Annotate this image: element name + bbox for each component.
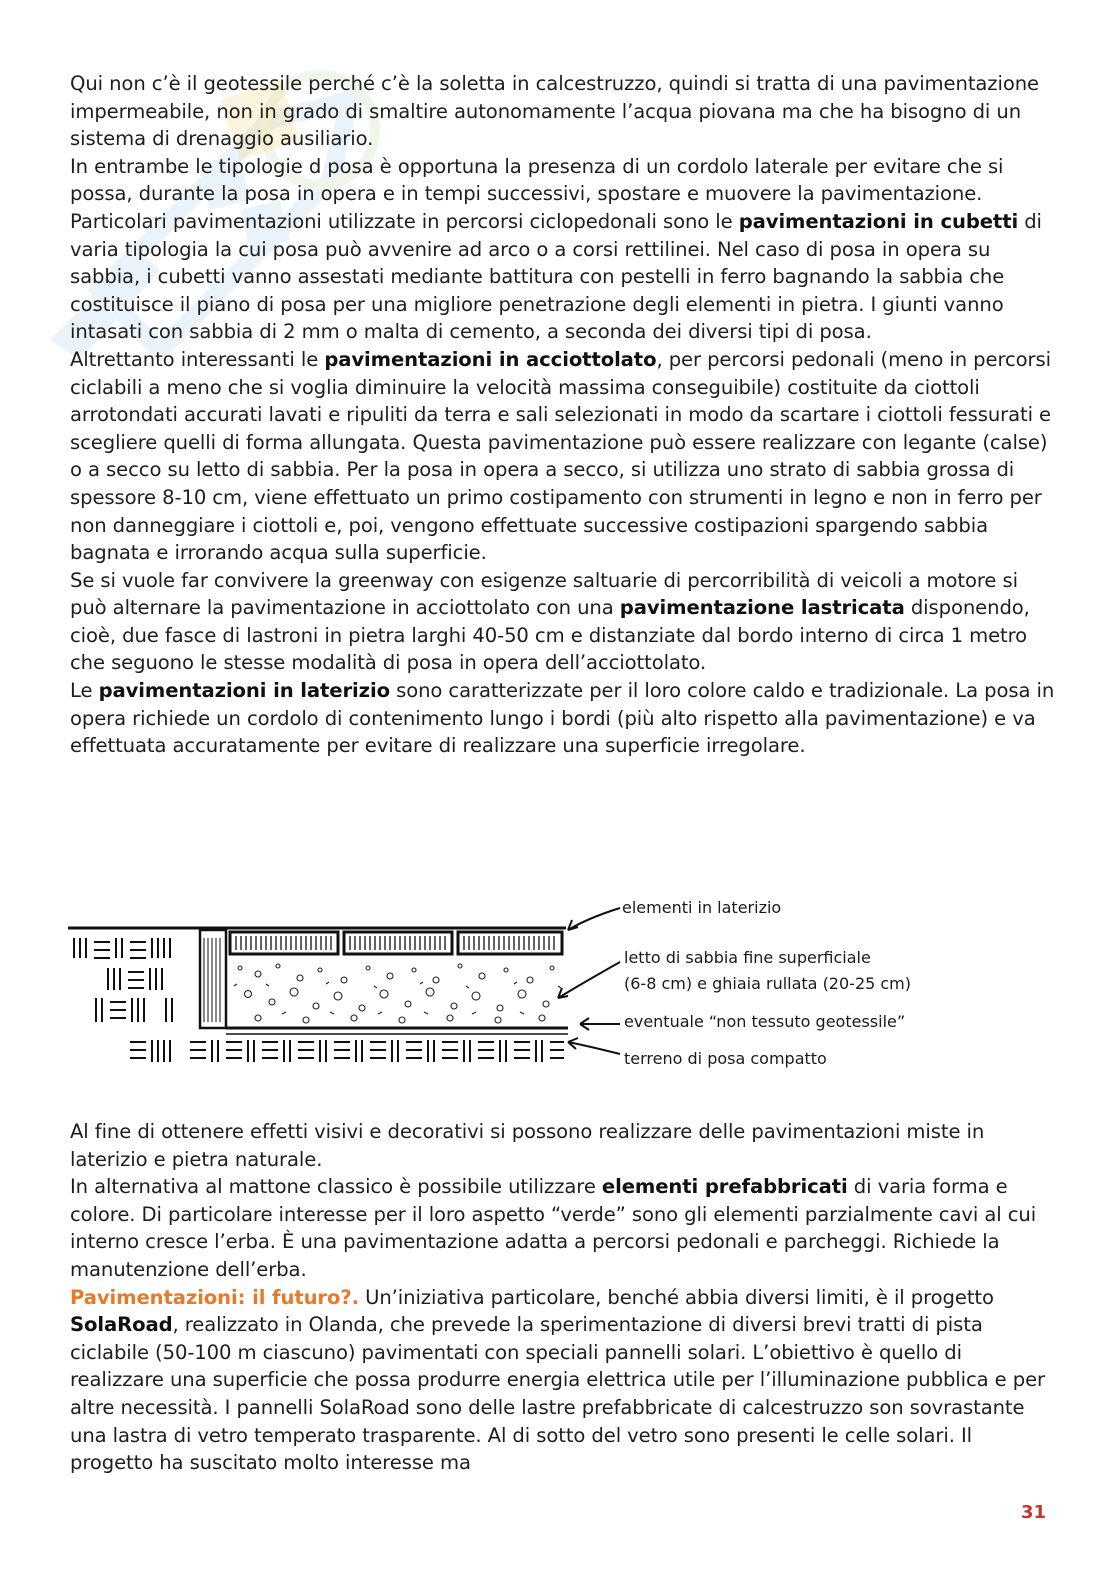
bold-term: SolaRoad (70, 1313, 173, 1337)
paragraph (70, 70, 1060, 153)
bottom-soil-hatching (130, 1040, 564, 1062)
label-geotextile: eventuale “non tessuto geotessile” (624, 1012, 906, 1031)
text-run: di varia forma e colore. Di particolare interesse per il loro aspetto “verde” sono gli elementi parzialmente cavi al cui interno cresce l’erba. È una pavimentazione adatta a percorsi pedonali e parcheggi. Richiede la manutenzione dell’erba. (70, 1175, 1037, 1281)
text-run: Un’iniziativa particolare, benché abbia diversi limiti, è il progetto (358, 1285, 994, 1309)
text-run: di varia tipologia la cui posa può avvenire ad arco o a corsi rettilinei. Nel caso di posa in opera su sabbia, i cubetti vanno assestati mediante battitura con pestelli in ferro bagnando la sabbia che costituisce il piano di posa per una migliore penetrazione degli elementi in pietra. I giunti vanno intasati con sabbia di 2 mm o malta di cemento, a seconda dei diversi tipi di posa. (70, 209, 1042, 344)
paragraph (70, 1118, 1060, 1173)
page-number: 31 (1020, 1502, 1046, 1523)
text-block-bottom (70, 1118, 1060, 1477)
paragraph (70, 153, 1060, 208)
label-brick-elements: elementi in laterizio (622, 898, 782, 917)
label-sand-bed-line1: letto di sabbia fine superficiale (624, 948, 871, 967)
bold-term: pavimentazioni in laterizio (98, 679, 390, 703)
label-compact-soil: terreno di posa compatto (624, 1049, 827, 1068)
paragraph (70, 567, 1060, 677)
laterizio-section-diagram (68, 894, 968, 1084)
text-run: Particolari pavimentazioni utilizzate in percorsi ciclopedonali sono le (70, 209, 739, 233)
bold-term: pavimentazioni in cubetti (738, 209, 1019, 233)
section-heading: Pavimentazioni: il futuro?. (70, 1285, 359, 1309)
label-arrows (558, 908, 620, 1054)
text-run: In entrambe le tipologie d posa è opportuna la presenza di un cordolo laterale per evitare che si possa, durante la posa in opera e in tempi successivi, spostare e muovere la pavimentazione. (70, 154, 1004, 206)
gravel-fill (234, 964, 561, 1023)
brick-row (230, 932, 562, 954)
text-run: , realizzato in Olanda, che prevede la sperimentazione di diversi brevi tratti di pista ciclabile (50-100 m ciascuno) pavimentati con speciali pannelli solari. L’obiettivo è quello di realizzare una superficie che possa produrre energia elettrica utile per l’illuminazione pubblica e per altre necessità. I pannelli SolaRoad sono delle lastre prefabbricate di calcestruzzo son sovrastante una lastra di vetro temperato trasparente. Al di sotto del vetro sono presenti le celle solari. Il progetto ha suscitato molto interesse ma (70, 1313, 1046, 1475)
paragraph (70, 1284, 1060, 1477)
side-soil-hatching (74, 938, 172, 1022)
bold-term: pavimentazione lastricata (619, 596, 905, 620)
paragraph (70, 346, 1060, 567)
text-run: Qui non c’è il geotessile perché c’è la soletta in calcestruzzo, quindi si tratta di una pavimentazione impermeabile, non in grado di smaltire autonomamente l’acqua piovana ma che ha bisogno di un sistema di drenaggio ausiliario. (70, 72, 1039, 151)
text-run: Se si vuole far convivere la greenway con esigenze saltuarie di percorribilità di veicoli a motore si può alternare la pavimentazione in acciottolato con una (70, 568, 1018, 620)
text-run: disponendo, cioè, due fasce di lastroni in pietra larghi 40-50 cm e distanziate dal bordo interno di circa 1 metro che seguono le stesse modalità di posa in opera dell’acciottolato. (70, 596, 1030, 675)
text-run: Al fine di ottenere effetti visivi e decorativi si possono realizzare delle pavimentazioni miste in laterizio e pietra naturale. (70, 1120, 985, 1171)
text-run: , per percorsi pedonali (meno in percorsi ciclabili a meno che si voglia diminuire la velocità massima conseguibile) costituite da ciottoli arrotondati accurati lavati e ripuliti da terra e sali selezionati in modo da scartare i ciottoli fessurati e scegliere quelli di forma allungata. Questa pavimentazione può essere realizzare con legante (calse) o a secco su letto di sabbia. Per la posa in opera a secco, si utilizza uno strato di sabbia grossa di spessore 8-10 cm, viene effettuato un primo costipamento con strumenti in legno e non in ferro per non danneggiare i ciottoli e, poi, vengono effettuate successive costipazioni spargendo sabbia bagnata e irrorando acqua sulla superficie. (70, 347, 1052, 565)
text-run: Altrettanto interessanti le (70, 347, 325, 371)
bold-term: elementi prefabbricati (601, 1175, 848, 1199)
label-sand-bed-line2: (6-8 cm) e ghiaia rullata (20-25 cm) (624, 974, 912, 993)
paragraph (70, 677, 1060, 760)
text-run: Le (70, 679, 99, 703)
text-run: sono caratterizzate per il loro colore caldo e tradizionale. La posa in opera richiede un cordolo di contenimento lungo i bordi (più alto rispetto alla pavimentazione) e va effettuata accuratamente per evitare di realizzare una superficie irregolare. (70, 679, 1055, 758)
bold-term: pavimentazioni in acciottolato (324, 347, 657, 371)
paragraph (70, 1173, 1060, 1283)
paragraph (70, 208, 1060, 346)
text-block-top (70, 70, 1060, 760)
text-run: In alternativa al mattone classico è possibile utilizzare (70, 1175, 602, 1199)
